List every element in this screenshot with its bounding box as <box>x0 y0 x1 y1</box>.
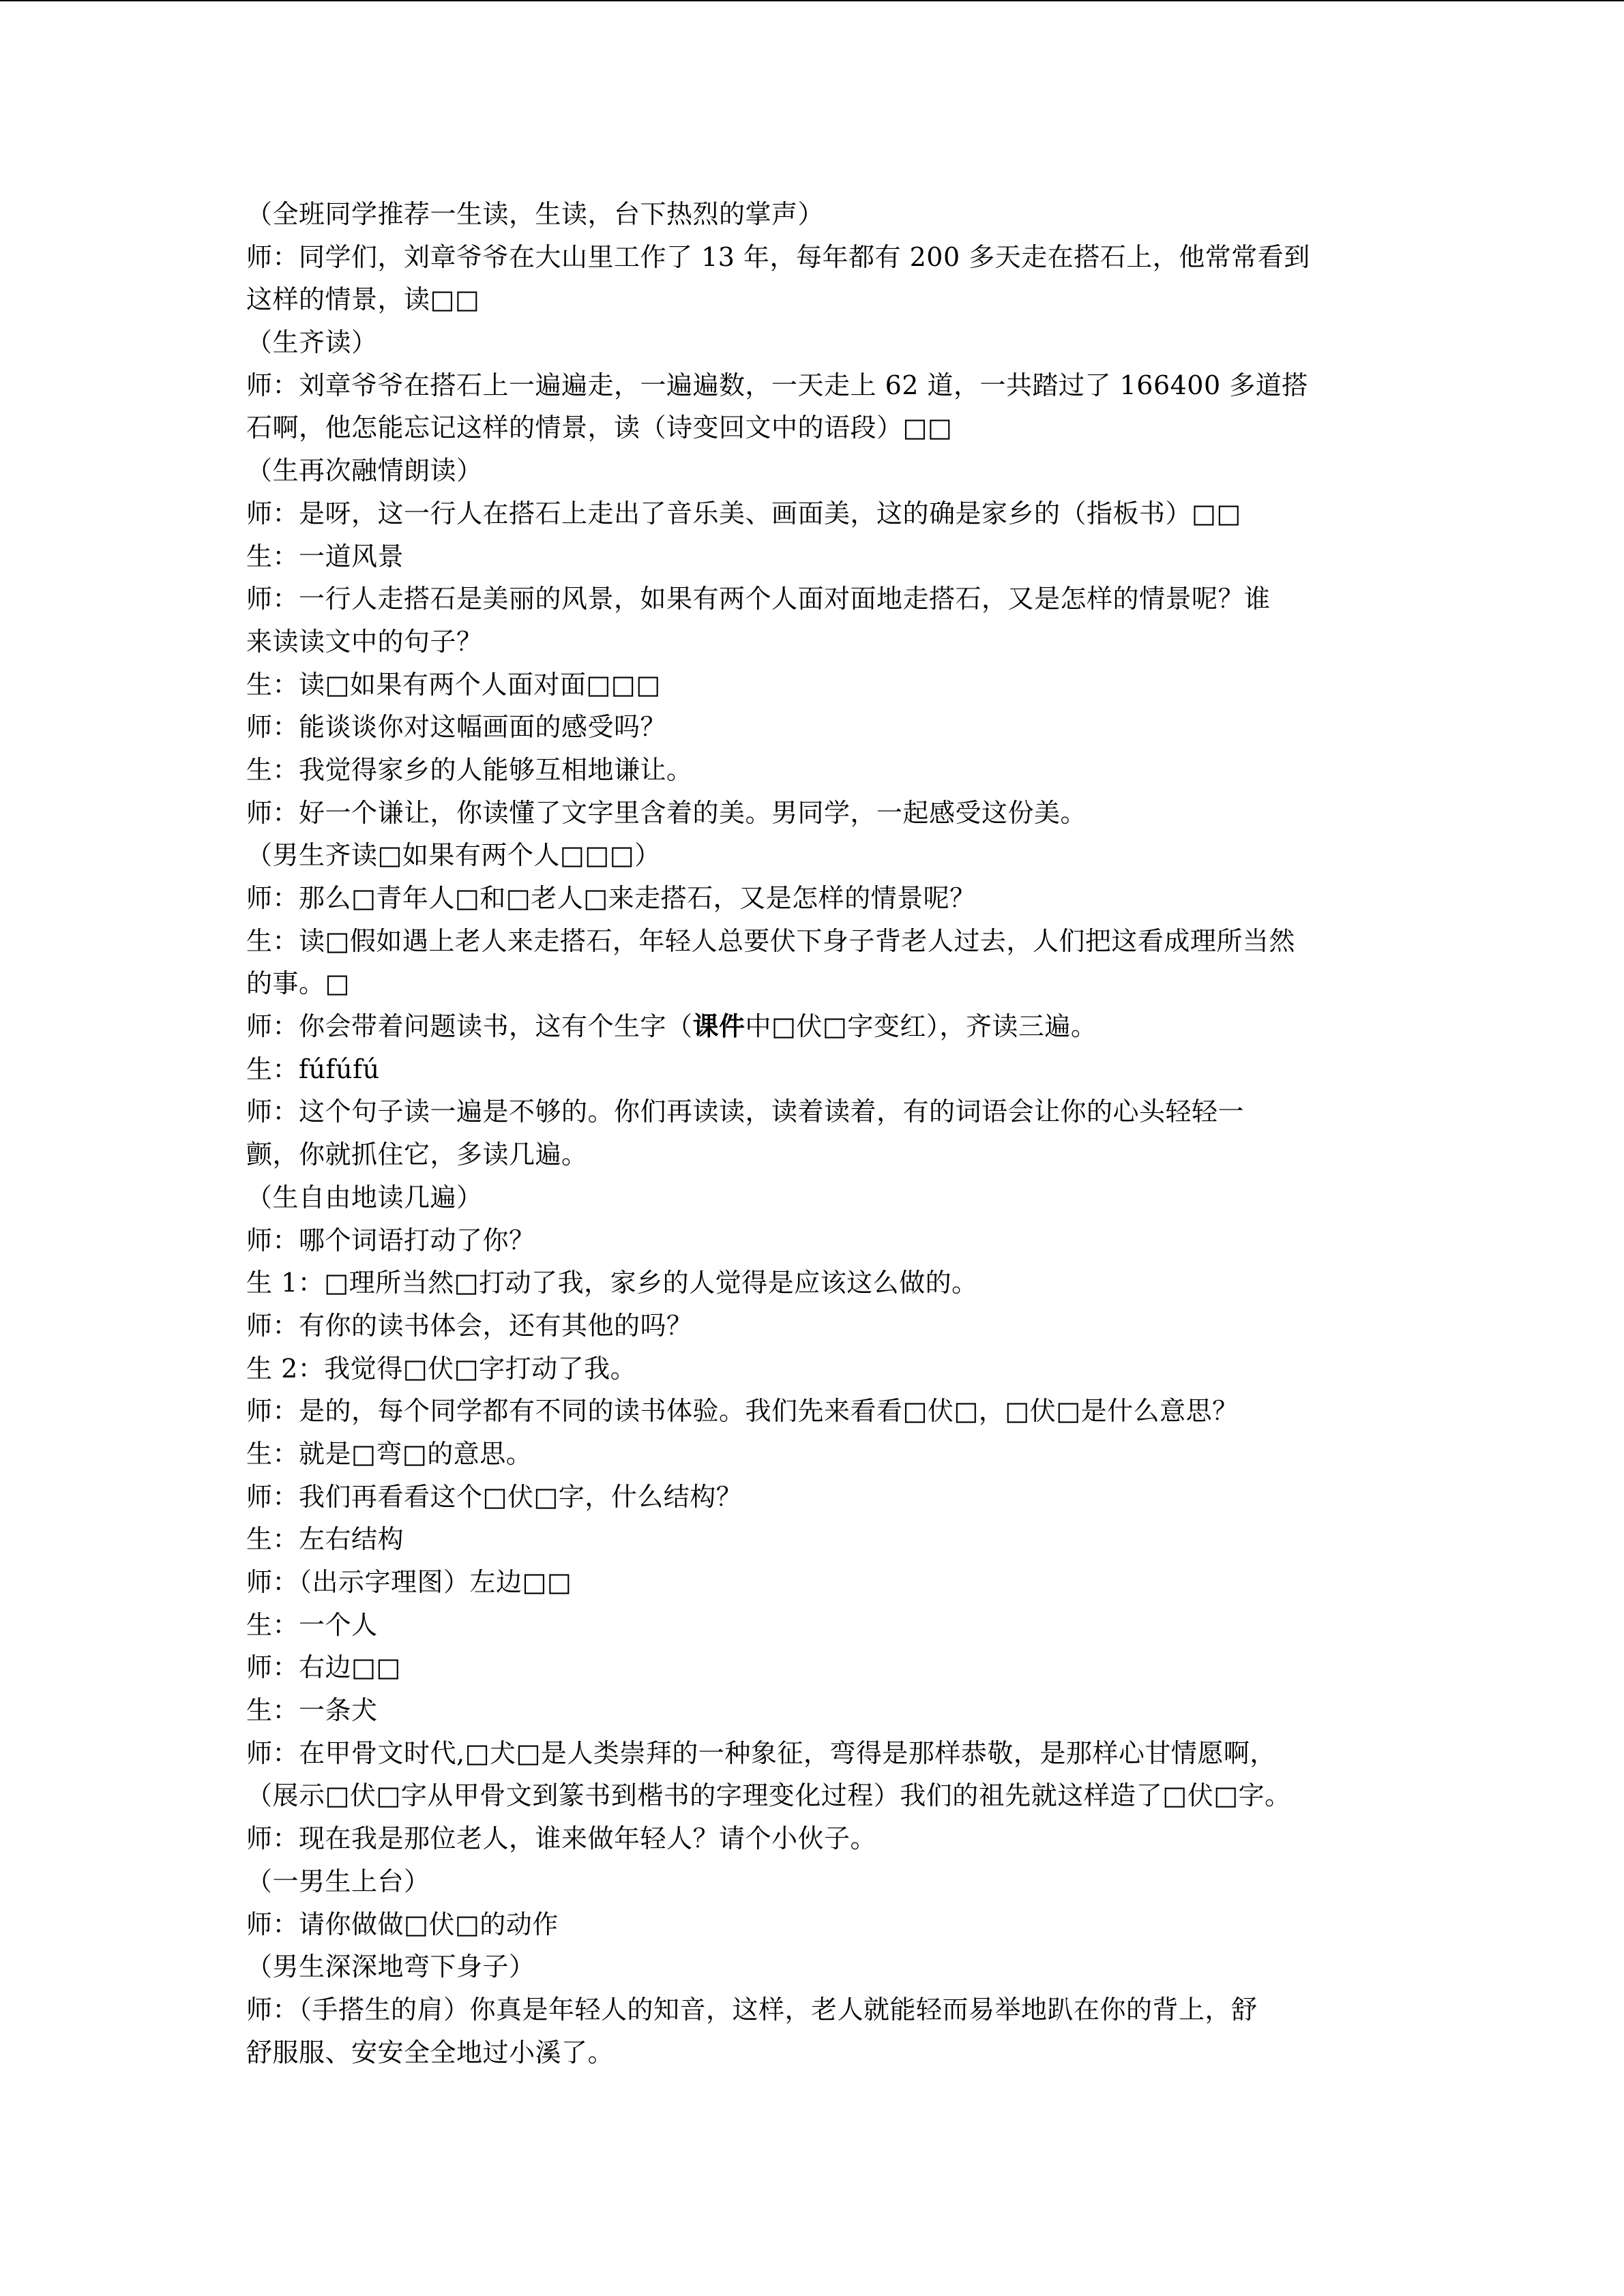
text-line: 师：刘章爷爷在搭石上一遍遍走，一遍遍数，一天走上 62 道，一共踏过了 166400 多道搭 <box>246 370 1308 400</box>
text-line: 师：右边□□ <box>246 1652 401 1683</box>
text-line: 生 1：□理所当然□打动了我，家乡的人觉得是应该这么做的。 <box>246 1268 978 1298</box>
text-line: 师：一行人走搭石是美丽的风景，如果有两个人面对面地走搭石，又是怎样的情景呢？谁 <box>246 584 1271 614</box>
text-line: 师：请你做做□伏□的动作 <box>246 1909 559 1939</box>
text-line: 生：我觉得家乡的人能够互相地谦让。 <box>246 754 693 785</box>
text-line: 师：同学们，刘章爷爷在大山里工作了 13 年，每年都有 200 多天走在搭石上，他常常看到 <box>246 241 1310 272</box>
text-line: 生：一个人 <box>246 1609 378 1640</box>
text-line: 来读读文中的句子？ <box>246 626 483 657</box>
text-line: 师：有你的读书体会，还有其他的吗？ <box>246 1310 693 1341</box>
text-line: 生：一条犬 <box>246 1695 378 1726</box>
text-line: （男生深深地弯下身子） <box>246 1952 535 1982</box>
text-line: （生再次融情朗读） <box>246 456 483 486</box>
text-line: 师：（出示字理图）左边□□ <box>246 1567 572 1597</box>
text-segment: 中□伏□字变红），齐读三遍。 <box>745 1011 1097 1042</box>
text-line: 舒服服、安安全全地过小溪了。 <box>246 2037 615 2068</box>
text-line: 师：哪个词语打动了你？ <box>246 1225 535 1255</box>
document-body <box>246 193 1382 2074</box>
text-line: 师：（手搭生的肩）你真是年轻人的知音，这样，老人就能轻而易举地趴在你的背上，舒 <box>246 1994 1258 2025</box>
text-line: （生齐读） <box>246 327 378 358</box>
bold-keyword: 课件 <box>692 1011 745 1042</box>
text-line: 的事。□ <box>246 968 350 999</box>
text-line: 师：我们再看看这个□伏□字，什么结构？ <box>246 1481 743 1512</box>
text-line: （全班同学推荐一生读，生读，台下热烈的掌声） <box>246 199 825 229</box>
text-line: 颤，你就抓住它，多读几遍。 <box>246 1139 588 1170</box>
text-line: 生：一道风景 <box>246 541 404 571</box>
text-line: 师：好一个谦让，你读懂了文字里含着的美。男同学，一起感受这份美。 <box>246 797 1087 828</box>
text-segment: 师：你会带着问题读书，这有个生字（ <box>246 1011 693 1042</box>
text-line: 师：能谈谈你对这幅画面的感受吗？ <box>246 712 667 743</box>
text-line: 生：就是□弯□的意思。 <box>246 1438 533 1469</box>
text-line: 师：这个句子读一遍是不够的。你们再读读，读着读着，有的词语会让你的心头轻轻一 <box>246 1097 1245 1127</box>
text-line: 生：左右结构 <box>246 1524 404 1555</box>
text-line: 生 2：我觉得□伏□字打动了我。 <box>246 1353 637 1384</box>
text-line: 生：fúfúfú <box>246 1054 380 1084</box>
text-line: （生自由地读几遍） <box>246 1182 483 1212</box>
text-line: 生：读□假如遇上老人来走搭石，年轻人总要伏下身子背老人过去，人们把这看成理所当然 <box>246 925 1295 956</box>
text-line: 生：读□如果有两个人面对面□□□ <box>246 669 661 700</box>
text-line: （展示□伏□字从甲骨文到篆书到楷书的字理变化过程）我们的祖先就这样造了□伏□字。 <box>246 1780 1291 1811</box>
text-line: 师：是呀，这一行人在搭石上走出了音乐美、画面美，这的确是家乡的（指板书）□□ <box>246 498 1241 528</box>
text-line: 这样的情景，读□□ <box>246 284 480 315</box>
text-line: 师：是的，每个同学都有不同的读书体验。我们先来看看□伏□，□伏□是什么意思？ <box>246 1396 1239 1427</box>
text-line-with-bold <box>246 1005 1382 1048</box>
text-line: 石啊，他怎能忘记这样的情景，读（诗变回文中的语段）□□ <box>246 413 953 443</box>
text-line: 师：现在我是那位老人，谁来做年轻人？请个小伙子。 <box>246 1823 877 1854</box>
page-top-border <box>0 0 1624 1</box>
text-line: （男生齐读□如果有两个人□□□） <box>246 840 661 871</box>
text-line: 师：那么□青年人□和□老人□来走搭石，又是怎样的情景呢？ <box>246 883 976 913</box>
text-line: 师：在甲骨文时代,□犬□是人类崇拜的一种象征，弯得是那样恭敬，是那样心甘情愿啊， <box>246 1738 1276 1768</box>
text-line: （一男生上台） <box>246 1866 430 1896</box>
